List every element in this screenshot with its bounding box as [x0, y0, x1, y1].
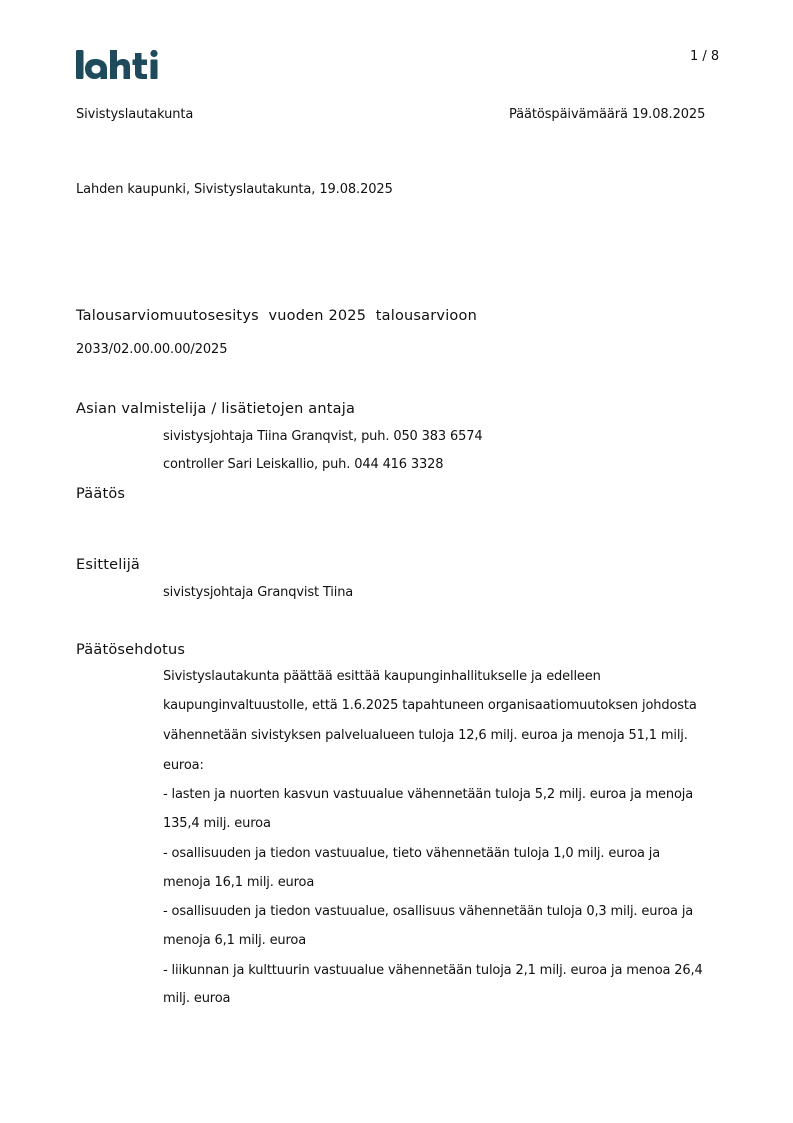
page-number: 1 / 8 [690, 49, 720, 64]
preparer-line: controller Sari Leiskallio, puh. 044 416 3328 [163, 457, 444, 472]
proposal-line: kaupunginvaltuustolle, että 1.6.2025 tapahtuneen organisaatiomuutoksen johdosta [163, 698, 697, 713]
proposal-heading: Päätösehdotus [76, 642, 186, 658]
lahti-logo [76, 48, 168, 82]
document-reference: 2033/02.00.00.00/2025 [76, 342, 228, 357]
preparer-heading: Asian valmistelija / lisätietojen antaja [76, 401, 356, 417]
proposal-line: menoja 6,1 milj. euroa [163, 933, 307, 948]
proposal-line: - osallisuuden ja tiedon vastuualue, tieto vähennetään tuloja 1,0 milj. euroa ja [163, 846, 661, 861]
proposal-line: - liikunnan ja kulttuurin vastuualue vähennetään tuloja 2,1 milj. euroa ja menoa 26,4 [163, 963, 703, 978]
proposal-line: menoja 16,1 milj. euroa [163, 875, 315, 890]
decision-heading: Päätös [76, 486, 126, 502]
organization-name: Sivistyslautakunta [76, 107, 194, 122]
meta-line: Lahden kaupunki, Sivistyslautakunta, 19.08.2025 [76, 182, 393, 197]
proposal-line: 135,4 milj. euroa [163, 816, 271, 831]
preparer-line: sivistysjohtaja Tiina Granqvist, puh. 050 383 6574 [163, 429, 483, 444]
decision-date: Päätöspäivämäärä 19.08.2025 [509, 107, 706, 122]
proposal-line: - lasten ja nuorten kasvun vastuualue vähennetään tuloja 5,2 milj. euroa ja menoja [163, 787, 694, 802]
presenter-name: sivistysjohtaja Granqvist Tiina [163, 585, 354, 600]
document-title: Talousarviomuutosesitys vuoden 2025 talousarvioon [76, 308, 477, 324]
proposal-line: Sivistyslautakunta päättää esittää kaupunginhallitukselle ja edelleen [163, 669, 601, 684]
proposal-line: milj. euroa [163, 991, 231, 1006]
proposal-line: vähennetään sivistyksen palvelualueen tuloja 12,6 milj. euroa ja menoja 51,1 milj. [163, 728, 688, 743]
proposal-line: euroa: [163, 758, 204, 773]
proposal-line: - osallisuuden ja tiedon vastuualue, osallisuus vähennetään tuloja 0,3 milj. euroa ja [163, 904, 694, 919]
presenter-heading: Esittelijä [76, 557, 141, 573]
